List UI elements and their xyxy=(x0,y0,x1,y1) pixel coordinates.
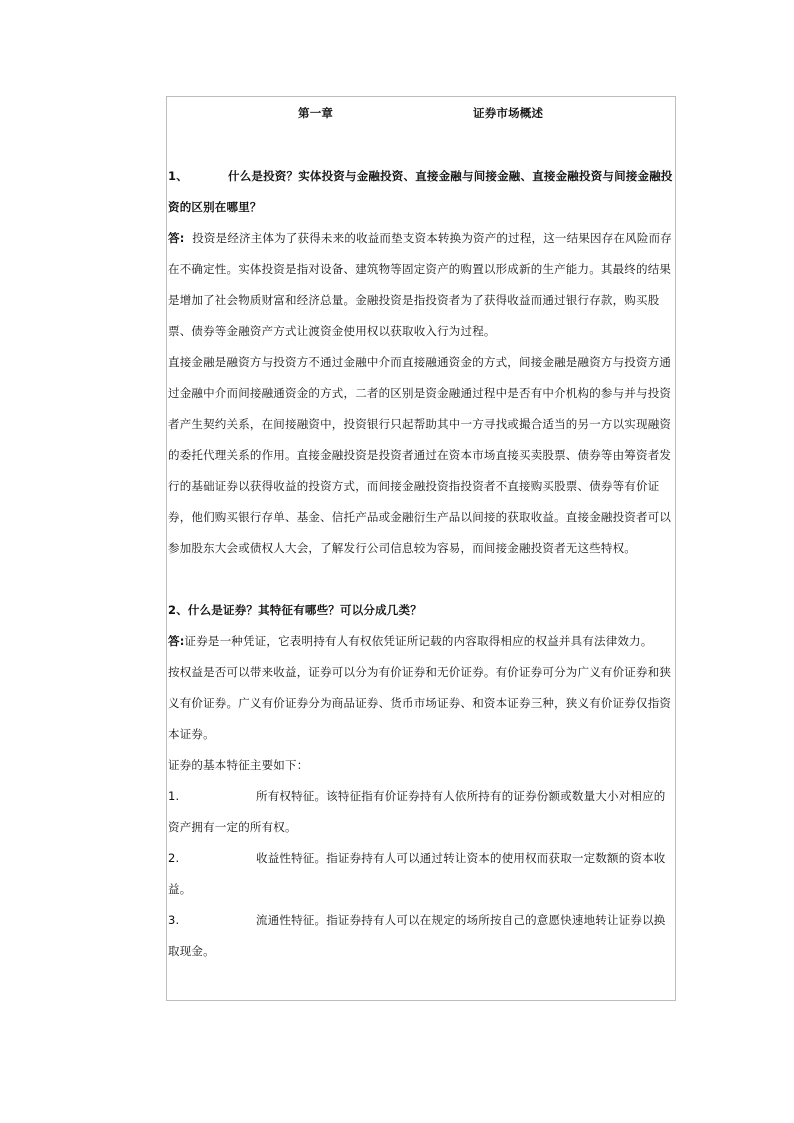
spacer xyxy=(168,130,676,161)
spacer xyxy=(168,564,676,595)
feature-item xyxy=(168,905,676,967)
feature-number: 3. xyxy=(168,913,180,927)
chapter-header xyxy=(168,96,676,130)
feature-number: 2. xyxy=(168,851,180,865)
feature-item xyxy=(168,781,676,843)
question-1-text: 什么是投资？实体投资与金融投资、直接金融与间接金融、直接金融投资与间接金融投资的区别在哪里？ xyxy=(168,169,673,214)
chapter-title: 证券市场概述 xyxy=(473,106,544,120)
feature-number: 1. xyxy=(168,789,180,803)
answer-2-label: 答: xyxy=(168,634,185,648)
question-2: 2、什么是证券？其特征有哪些？可以分成几类？ xyxy=(168,603,422,617)
answer-2-para-1 xyxy=(168,626,676,657)
chapter-number: 第一章 xyxy=(298,106,334,120)
feature-text: 所有权特征。该特征指有价证券持有人依所持有的证券份额或数量大小对相应的资产拥有一定的所有权。 xyxy=(168,789,666,834)
feature-text: 收益性特征。指证券持有人可以通过转让资本的使用权而获取一定数额的资本收益。 xyxy=(168,851,666,896)
answer-1-label: 答: xyxy=(168,231,185,245)
feature-item xyxy=(168,843,676,905)
question-1 xyxy=(168,161,676,223)
document-body xyxy=(168,96,676,967)
answer-1-para-1 xyxy=(168,223,676,347)
answer-1-text-1: 投资是经济主体为了获得未来的收益而垫支资本转换为资产的过程，这一结果因存在风险而存在不确定性。实体投资是指对设备、建筑物等固定资产的购置以形成新的生产能力。其最终的结果是增加了社会物质财富和经济总量。金融投资是指投资者为了获得收益而通过银行存款，购买股票、债券等金融资产方式让渡资金使用权以获取收入行为过程。 xyxy=(168,231,672,338)
answer-1-para-2: 直接金融是融资方与投资方不通过金融中介而直接融通资金的方式，间接金融是融资方与投资方通过金融中介而间接融通资金的方式，二者的区别是资金融通过程中是否有中介机构的参与并与投资者产生契约关系，在间接融资中，投资银行只起帮助其中一方寻找或撮合适当的另一方以实现融资的委托代理关系的作用。直接金融投资是投资者通过在资本市场直接买卖股票、债券等由筹资者发行的基础证券以获得收益的投资方式，而间接金融投资指投资者不直接购买股票、债券等有价证券，他们购买银行存单、基金、信托产品或金融衍生产品以间接的获取收益。直接金融投资者可以参加股东大会或债权人大会，了解发行公司信息较为容易，而间接金融投资者无这些特权。 xyxy=(168,355,672,555)
features-intro: 证券的基本特征主要如下： xyxy=(168,758,309,772)
question-1-number: 1、 xyxy=(168,169,188,183)
feature-text: 流通性特征。指证券持有人可以在规定的场所按自己的意愿快速地转让证券以换取现金。 xyxy=(168,913,666,958)
answer-2-para-2: 按权益是否可以带来收益，证券可以分为有价证券和无价证券。有价证券可分为广义有价证券和狭义有价证券。广义有价证券分为商品证券、货币市场证券、和资本证券三种，狭义有价证券仅指资本证券。 xyxy=(168,665,672,741)
answer-2-text-1: 证券是一种凭证，它表明持有人有权依凭证所记载的内容取得相应的权益并具有法律效力。 xyxy=(184,634,653,648)
